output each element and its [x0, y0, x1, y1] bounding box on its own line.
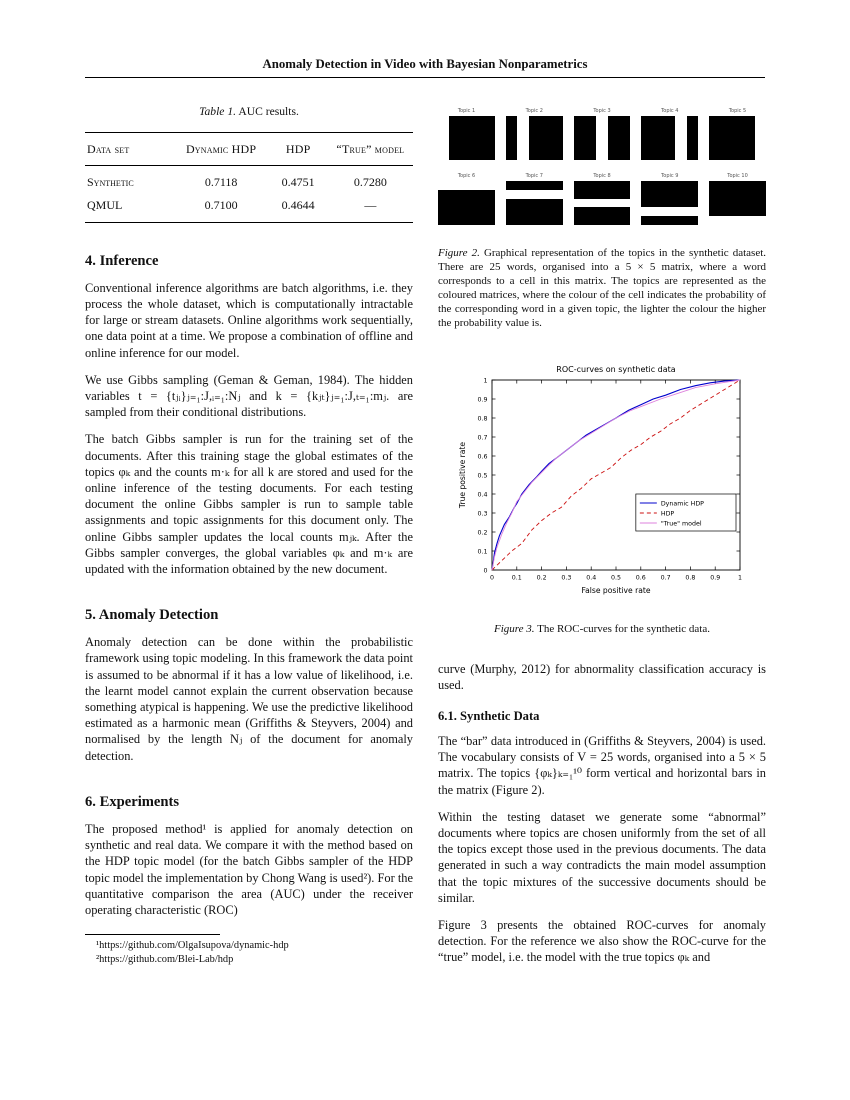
- y-tick-label: 0.2: [477, 529, 488, 537]
- topic-1: [438, 108, 495, 160]
- topic-4: [641, 108, 698, 160]
- x-tick-label: 1: [737, 574, 743, 582]
- table1-caption: [85, 104, 413, 120]
- section-heading-inference: 4. Inference: [85, 252, 159, 269]
- figure3-plot: [438, 358, 766, 608]
- table-cell: 0.7118: [204, 175, 238, 190]
- topic-label: Topic 9: [661, 173, 679, 179]
- table-cell: 0.7100: [204, 197, 238, 212]
- section-heading-anomaly-detection: 5. Anomaly Detection: [85, 607, 219, 624]
- topic-label: Topic 8: [593, 173, 611, 179]
- y-tick-label: 0: [483, 567, 488, 575]
- running-title: Anomaly Detection in Video with Bayesian Nonparametrics: [262, 57, 588, 71]
- paragraph: The batch Gibbs sampler is run for the training set of the documents. After this training stage the global estimates of the topics φₖ and the counts m·ₖ for all k are stored and used for the online inference of the testing documents. For each testing document the online Gibbs sampler is run to sample table assignments and topic assignments for this document only. The online Gibbs sampler updates the local counts mⱼₖ. After the Gibbs sampler converges, the global variables φₖ and m·ₖ are updated with the information obtained by the new document.: [85, 432, 413, 577]
- x-tick-label: 0.2: [536, 574, 547, 582]
- topic-label: Topic 4: [661, 108, 679, 114]
- auc-table-body: [85, 166, 413, 222]
- table-cell: 0.4751: [281, 175, 315, 190]
- topic-label: Topic 1: [457, 108, 476, 114]
- x-tick-label: 0.5: [610, 574, 622, 582]
- x-tick-label: 0.6: [635, 574, 646, 582]
- topic-matrix: [438, 116, 495, 160]
- x-tick-label: 0.4: [586, 574, 597, 582]
- x-tick-label: 0.8: [685, 574, 696, 582]
- paragraph: Figure 3 presents the obtained ROC-curves for anomaly detection. For the reference we also show the ROC-curve for the “true” model, i.e. the model with the true topics φₖ and: [438, 917, 766, 965]
- column-header: “True” model: [328, 133, 413, 166]
- footnote-link[interactable]: ¹https://github.com/OlgaIsupova/dynamic-hdp: [96, 940, 289, 952]
- column-header: Dynamic HDP: [174, 133, 269, 166]
- column-header: Data set: [85, 133, 174, 166]
- table-cell: QMUL: [87, 197, 123, 212]
- table-cell: 0.4644: [281, 197, 315, 212]
- topic-label: Topic 3: [593, 108, 611, 114]
- topic-matrix: [574, 181, 631, 225]
- topic-10: [709, 173, 766, 225]
- topic-label: Topic 2: [525, 108, 543, 114]
- topic-matrix: [709, 116, 766, 160]
- y-tick-label: 0.9: [477, 396, 488, 404]
- x-axis-label: False positive rate: [581, 586, 651, 596]
- paragraph: curve (Murphy, 2012) for abnormality classification accuracy is used.: [438, 661, 766, 692]
- right-column: [438, 94, 766, 977]
- topic-label: Topic 5: [728, 108, 747, 114]
- x-tick-label: 0.3: [561, 574, 572, 582]
- topic-5: [709, 108, 766, 160]
- legend-label: Dynamic HDP: [660, 500, 704, 508]
- footnote-link[interactable]: ²https://github.com/Blei-Lab/hdp: [96, 953, 234, 965]
- topic-2: [506, 108, 563, 160]
- x-tick-label: 0: [489, 574, 495, 582]
- auc-table-head-row: [85, 133, 413, 166]
- y-tick-label: 0.5: [477, 472, 488, 480]
- roc-chart: [452, 358, 752, 604]
- topic-9: [641, 173, 698, 225]
- topic-label: Topic 10: [727, 173, 748, 179]
- topic-label: Topic 6: [457, 173, 476, 179]
- left-column: [85, 94, 413, 967]
- figure2-caption-label: Figure 2.: [438, 247, 480, 259]
- topic-6: [438, 173, 495, 225]
- paragraph: Anomaly detection can be done within the probabilistic framework using topic modeling. In this framework the data point is assumed to be abnormal if it has a low value of likelihood, i.e. the learnt model cannot explain the current observation because something atypical is happening. We use the predictive likelihood estimated as a harmonic mean (Griffiths & Steyvers, 2004) and normalised by the length Nⱼ of the document for anomaly detection.: [85, 635, 413, 763]
- topic-3: [574, 108, 631, 160]
- topic-matrix: [709, 181, 766, 225]
- y-tick-label: 1: [483, 377, 488, 385]
- topic-matrix: [641, 181, 698, 225]
- table-row: [85, 166, 413, 194]
- figure2-caption-text: Graphical representation of the topics in the synthetic dataset. There are 25 words, organised into a 5 × 5 matrix, where a word corresponds to a cell in this matrix. The topics are represented as the coloured matrices, where the colour of the cell indicates the probability of the corresponding word in a given topic, the lighter the colour the higher the probability value is.: [438, 247, 767, 329]
- chart-title: ROC-curves on synthetic data: [556, 365, 676, 375]
- figure2-caption: [438, 247, 766, 330]
- column-header: HDP: [269, 133, 328, 166]
- topic-matrix: [574, 116, 631, 160]
- x-tick-label: 0.1: [511, 574, 522, 582]
- topic-7: [506, 173, 563, 225]
- y-tick-label: 0.8: [477, 415, 488, 423]
- table-row: [85, 194, 413, 223]
- paragraph: We use Gibbs sampling (Geman & Geman, 1984). The hidden variables t = {tⱼᵢ}ⱼ₌₁:J,ᵢ₌₁:Nⱼ and k = {kⱼₜ}ⱼ₌₁:J,ₜ₌₁:mⱼ. are sampled from their conditional distributions.: [85, 372, 413, 420]
- plot-frame: [492, 380, 740, 570]
- table-cell: 0.7280: [353, 175, 387, 190]
- paragraph: The “bar” data introduced in (Griffiths & Steyvers, 2004) is used. The vocabulary consists of V = 25 words, organised into a 5 × 5 matrix. The topics {φₖ}ₖ₌₁¹⁰ form vertical and horizontal bars in the matrix (Figure 2).: [438, 733, 766, 797]
- footnotes: [85, 934, 413, 967]
- topic-matrix: [506, 116, 563, 160]
- figure3-caption-text: The ROC-curves for the synthetic data.: [537, 622, 710, 635]
- topic-label: Topic 7: [525, 173, 543, 179]
- topic-matrix: [641, 116, 698, 160]
- table-cell: Synthetic: [87, 175, 134, 190]
- figure3-caption-label: Figure 3.: [494, 622, 535, 635]
- y-tick-label: 0.7: [477, 434, 488, 442]
- y-tick-label: 0.6: [477, 453, 488, 461]
- table-cell: —: [364, 197, 377, 212]
- paragraph: Within the testing dataset we generate some “abnormal” documents where topics are chosen uniformly from the set of all the topics except those used in the previous documents. The data generated in such a way contradicts the main model assumption that the topic mixtures of the successive documents should be similar.: [438, 809, 766, 905]
- topic-matrix: [438, 181, 495, 225]
- section-heading-experiments: 6. Experiments: [85, 793, 180, 810]
- x-tick-label: 0.7: [660, 574, 671, 582]
- table1-caption-text: AUC results.: [238, 105, 299, 118]
- figure2-topics: [438, 108, 766, 225]
- table1-caption-label: Table 1.: [199, 105, 237, 118]
- y-tick-label: 0.1: [477, 548, 488, 556]
- auc-results-table: [85, 132, 413, 223]
- legend-label: "True" model: [660, 520, 702, 528]
- topic-matrix: [506, 181, 563, 225]
- header-rule: [85, 77, 765, 78]
- paragraph: The proposed method¹ is applied for anomaly detection on synthetic and real data. We compare it with the method based on the HDP topic model (for the batch Gibbs sampler of the HDP topic model the implementation by Chong Wang is used²). For the quantitative comparison the area (AUC) under the receiver operating characteristic (ROC): [85, 821, 413, 917]
- y-tick-label: 0.3: [477, 510, 488, 518]
- x-tick-label: 0.9: [710, 574, 721, 582]
- figure3-caption: [438, 623, 766, 637]
- y-tick-label: 0.4: [477, 491, 488, 499]
- legend-label: HDP: [660, 510, 675, 518]
- y-axis-label: True positive rate: [458, 442, 467, 509]
- paragraph: Conventional inference algorithms are batch algorithms, i.e. they process the whole dataset, which is computationally intractable for large or stream datasets. Online algorithms work sequentially, one data point at a time. We propose a combination of offline and online inference for our model.: [85, 280, 413, 360]
- subsection-heading-synthetic-data: 6.1. Synthetic Data: [438, 708, 540, 723]
- topic-8: [574, 173, 631, 225]
